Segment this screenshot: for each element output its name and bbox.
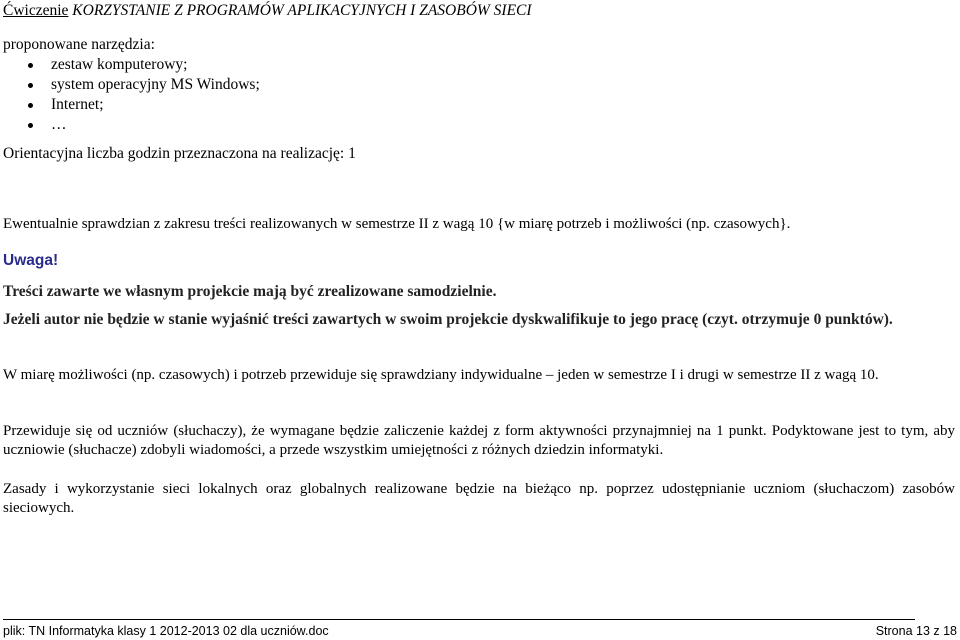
uwaga-heading: Uwaga!: [3, 252, 59, 269]
list-item: [0, 96, 260, 116]
bullet-icon: [28, 123, 33, 128]
bullet-icon: [28, 103, 33, 108]
list-item: [0, 56, 260, 76]
list-item: [0, 76, 260, 96]
list-item-text: zestaw komputerowy;: [51, 56, 188, 73]
tools-list: [0, 56, 260, 136]
warning-line-1: Treści zawarte we własnym projekcie mają być zrealizowane samodzielnie.: [3, 283, 497, 300]
list-item-text: system operacyjny MS Windows;: [51, 76, 260, 93]
paragraph-zaliczenie: Przewiduje się od uczniów (słuchaczy), że wymagane będzie zaliczenie każdej z form aktywności przynajmniej na 1 punkt. Podyktowane jest to tym, aby uczniowie (słuchacze) zdobyli wiadomości, a przede wszystkim umiejętności z różnych dziedzin informatyki.: [3, 423, 955, 458]
paragraph-sprawdziany: W miarę możliwości (np. czasowych) i potrzeb przewiduje się sprawdziany indywidualne – jeden w semestrze I i drugi w semestrze II z wagą 10.: [3, 367, 879, 383]
exercise-label: Ćwiczenie: [3, 2, 69, 19]
hours-text: Orientacyjna liczba godzin przeznaczona na realizację: 1: [3, 145, 356, 162]
tools-label: proponowane narzędzia:: [3, 36, 155, 53]
bullet-icon: [28, 63, 33, 68]
list-item-text: Internet;: [51, 96, 104, 113]
warning-line-2: Jeżeli autor nie będzie w stanie wyjaśnić treści zawartych w swoim projekcie dyskwalifikuje to jego pracę (czyt. otrzymuje 0 punktów).: [3, 311, 893, 328]
footer-page-number: Strona 13 z 18: [875, 624, 957, 638]
bullet-icon: [28, 83, 33, 88]
list-item: [0, 116, 260, 136]
list-item-text: …: [51, 116, 67, 133]
exercise-heading: KORZYSTANIE Z PROGRAMÓW APLIKACYJNYCH I ZASOBÓW SIECI: [72, 2, 532, 19]
exercise-title: [3, 2, 532, 20]
footer-filename: plik: TN Informatyka klasy 1 2012-2013 02 dla uczniów.doc: [3, 624, 329, 638]
footer-divider: [3, 619, 915, 620]
sprawdzian-text: Ewentualnie sprawdzian z zakresu treści realizowanych w semestrze II z wagą 10 {w miarę potrzeb i możliwości (np. czasowych}.: [3, 216, 791, 232]
paragraph-zasoby: Zasady i wykorzystanie sieci lokalnych oraz globalnych realizowane będzie na bieżąco np. poprzez udostępnianie uczniom (słuchaczom) zasobów sieciowych.: [3, 481, 955, 516]
